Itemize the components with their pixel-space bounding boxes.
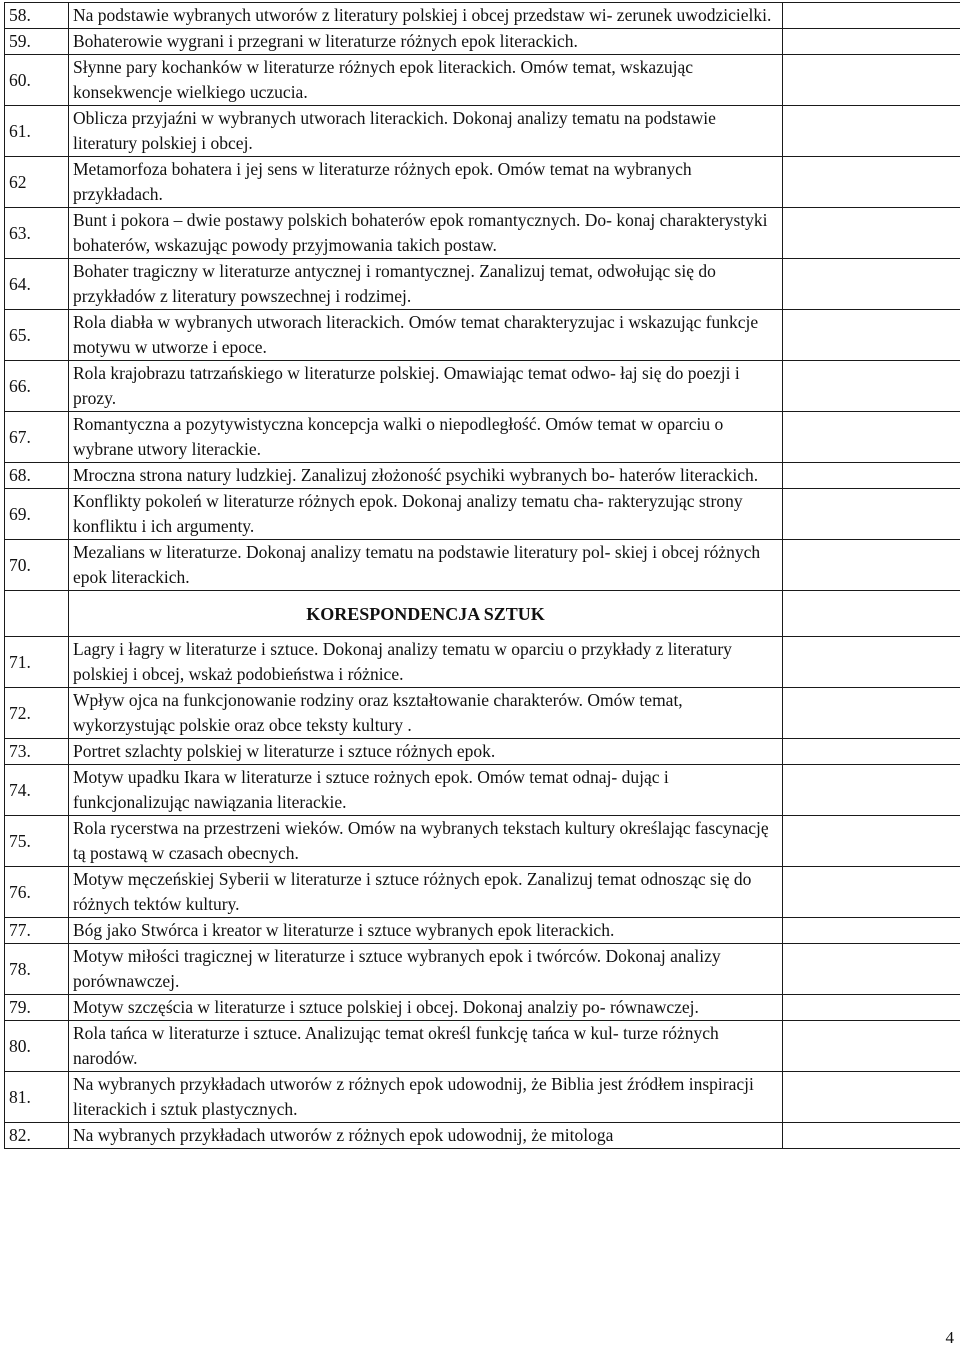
row-topic: Oblicza przyjaźni w wybranych utworach literackich. Dokonaj analizy tematu na podstawie literatury polskiej i obcej.: [69, 106, 783, 157]
row-number: 62: [5, 157, 69, 208]
row-number: 68.: [5, 463, 69, 489]
row-number: 67.: [5, 412, 69, 463]
table-row: [5, 208, 960, 259]
row-blank-cell: [783, 867, 960, 918]
row-number: 61.: [5, 106, 69, 157]
row-blank-cell: [783, 489, 960, 540]
row-blank-cell: [783, 412, 960, 463]
row-topic: Portret szlachty polskiej w literaturze i sztuce różnych epok.: [69, 739, 783, 765]
row-number: 64.: [5, 259, 69, 310]
table-row: [5, 765, 960, 816]
table-row: [5, 995, 960, 1021]
row-topic: Na wybranych przykładach utworów z różnych epok udowodnij, że mitologa: [69, 1123, 783, 1149]
table-row: [5, 29, 960, 55]
row-blank-cell: [783, 995, 960, 1021]
row-number: 76.: [5, 867, 69, 918]
table-row: [5, 106, 960, 157]
table-row: [5, 637, 960, 688]
row-blank-cell: [783, 739, 960, 765]
row-blank-cell: [783, 3, 960, 29]
table-row: [5, 412, 960, 463]
table-row: [5, 867, 960, 918]
row-topic: Motyw miłości tragicznej w literaturze i sztuce wybranych epok i twórców. Dokonaj analizy porównawczej.: [69, 944, 783, 995]
row-topic: Mezalians w literaturze. Dokonaj analizy tematu na podstawie literatury pol- skiej i obcej różnych epok literackich.: [69, 540, 783, 591]
topics-group-1: [5, 3, 960, 591]
row-blank-cell: [783, 310, 960, 361]
row-number: 66.: [5, 361, 69, 412]
row-topic: Rola krajobrazu tatrzańskiego w literaturze polskiej. Omawiając temat odwo- łaj się do poezji i prozy.: [69, 361, 783, 412]
row-topic: Lagry i łagry w literaturze i sztuce. Dokonaj analizy tematu w oparciu o przykłady z literatury polskiej i obcej, wskaż podobieństwa i różnice.: [69, 637, 783, 688]
row-blank-cell: [783, 688, 960, 739]
row-topic: Rola tańca w literaturze i sztuce. Analizując temat określ funkcję tańca w kul- turze różnych narodów.: [69, 1021, 783, 1072]
row-blank-cell: [783, 918, 960, 944]
table-row: [5, 944, 960, 995]
table-row: [5, 55, 960, 106]
section-header-group: [5, 591, 960, 637]
table-row: [5, 157, 960, 208]
row-topic: Motyw upadku Ikara w literaturze i sztuce rożnych epok. Omów temat odnaj- dując i funkcjonalizując nawiązania literackie.: [69, 765, 783, 816]
table-row: [5, 489, 960, 540]
row-topic: Bohater tragiczny w literaturze antycznej i romantycznej. Zanalizuj temat, odwołując się do przykładów z literatury powszechnej i rodzimej.: [69, 259, 783, 310]
topics-table: [4, 2, 960, 1149]
row-topic: Motyw męczeńskiej Syberii w literaturze i sztuce różnych epok. Zanalizuj temat odnosząc się do różnych tektów kultury.: [69, 867, 783, 918]
section-title: KORESPONDENCJA SZTUK: [69, 591, 783, 637]
row-number: 70.: [5, 540, 69, 591]
table-row: [5, 816, 960, 867]
row-number: 81.: [5, 1072, 69, 1123]
row-topic: Wpływ ojca na funkcjonowanie rodziny oraz kształtowanie charakterów. Omów temat, wykorzystując polskie oraz obce teksty kultury .: [69, 688, 783, 739]
row-number: 63.: [5, 208, 69, 259]
row-number: 77.: [5, 918, 69, 944]
row-topic: Metamorfoza bohatera i jej sens w literaturze różnych epok. Omów temat na wybranych przykładach.: [69, 157, 783, 208]
row-topic: Konflikty pokoleń w literaturze różnych epok. Dokonaj analizy tematu cha- rakteryzując strony konfliktu i ich argumenty.: [69, 489, 783, 540]
row-number: 58.: [5, 3, 69, 29]
table-row: [5, 463, 960, 489]
row-topic: Mroczna strona natury ludzkiej. Zanalizuj złożoność psychiki wybranych bo- haterów literackich.: [69, 463, 783, 489]
row-blank-cell: [783, 1123, 960, 1149]
table-row: [5, 739, 960, 765]
row-number: 82.: [5, 1123, 69, 1149]
row-number: 71.: [5, 637, 69, 688]
table-row: [5, 540, 960, 591]
row-number: 78.: [5, 944, 69, 995]
row-blank-cell: [783, 157, 960, 208]
section-num-cell: [5, 591, 69, 637]
table-row: [5, 1021, 960, 1072]
row-blank-cell: [783, 1072, 960, 1123]
row-number: 79.: [5, 995, 69, 1021]
section-row: [5, 591, 960, 637]
row-blank-cell: [783, 29, 960, 55]
row-number: 74.: [5, 765, 69, 816]
topics-group-2: [5, 637, 960, 1149]
row-number: 72.: [5, 688, 69, 739]
table-row: [5, 1123, 960, 1149]
row-topic: Rola rycerstwa na przestrzeni wieków. Omów na wybranych tekstach kultury określając fascynację tą postawą w czasach obecnych.: [69, 816, 783, 867]
table-row: [5, 1072, 960, 1123]
row-blank-cell: [783, 463, 960, 489]
row-blank-cell: [783, 816, 960, 867]
row-number: 75.: [5, 816, 69, 867]
row-blank-cell: [783, 765, 960, 816]
section-blank-cell: [783, 591, 960, 637]
table-row: [5, 688, 960, 739]
row-blank-cell: [783, 208, 960, 259]
row-blank-cell: [783, 361, 960, 412]
row-topic: Romantyczna a pozytywistyczna koncepcja walki o niepodległość. Omów temat w oparciu o wybrane utwory literackie.: [69, 412, 783, 463]
row-number: 73.: [5, 739, 69, 765]
table-row: [5, 361, 960, 412]
row-number: 59.: [5, 29, 69, 55]
row-number: 80.: [5, 1021, 69, 1072]
row-number: 69.: [5, 489, 69, 540]
row-number: 60.: [5, 55, 69, 106]
row-topic: Bohaterowie wygrani i przegrani w literaturze różnych epok literackich.: [69, 29, 783, 55]
row-topic: Na podstawie wybranych utworów z literatury polskiej i obcej przedstaw wi- zerunek uwodzicielki.: [69, 3, 783, 29]
row-blank-cell: [783, 106, 960, 157]
row-topic: Motyw szczęścia w literaturze i sztuce polskiej i obcej. Dokonaj analziy po- równawczej.: [69, 995, 783, 1021]
table-row: [5, 310, 960, 361]
row-topic: Bunt i pokora – dwie postawy polskich bohaterów epok romantycznych. Do- konaj charakterystyki bohaterów, wskazując powody przyjmowania takich postaw.: [69, 208, 783, 259]
page-number: 4: [945, 1328, 954, 1347]
row-topic: Bóg jako Stwórca i kreator w literaturze i sztuce wybranych epok literackich.: [69, 918, 783, 944]
row-topic: Na wybranych przykładach utworów z różnych epok udowodnij, że Biblia jest źródłem inspiracji literackich i sztuk plastycznych.: [69, 1072, 783, 1123]
row-blank-cell: [783, 55, 960, 106]
table-row: [5, 259, 960, 310]
row-blank-cell: [783, 540, 960, 591]
row-blank-cell: [783, 1021, 960, 1072]
row-number: 65.: [5, 310, 69, 361]
table-row: [5, 3, 960, 29]
row-blank-cell: [783, 944, 960, 995]
row-topic: Rola diabła w wybranych utworach literackich. Omów temat charakteryzujac i wskazując funkcje motywu w utworze i epoce.: [69, 310, 783, 361]
row-topic: Słynne pary kochanków w literaturze różnych epok literackich. Omów temat, wskazując konsekwencje wielkiego uczucia.: [69, 55, 783, 106]
table-row: [5, 918, 960, 944]
row-blank-cell: [783, 637, 960, 688]
row-blank-cell: [783, 259, 960, 310]
